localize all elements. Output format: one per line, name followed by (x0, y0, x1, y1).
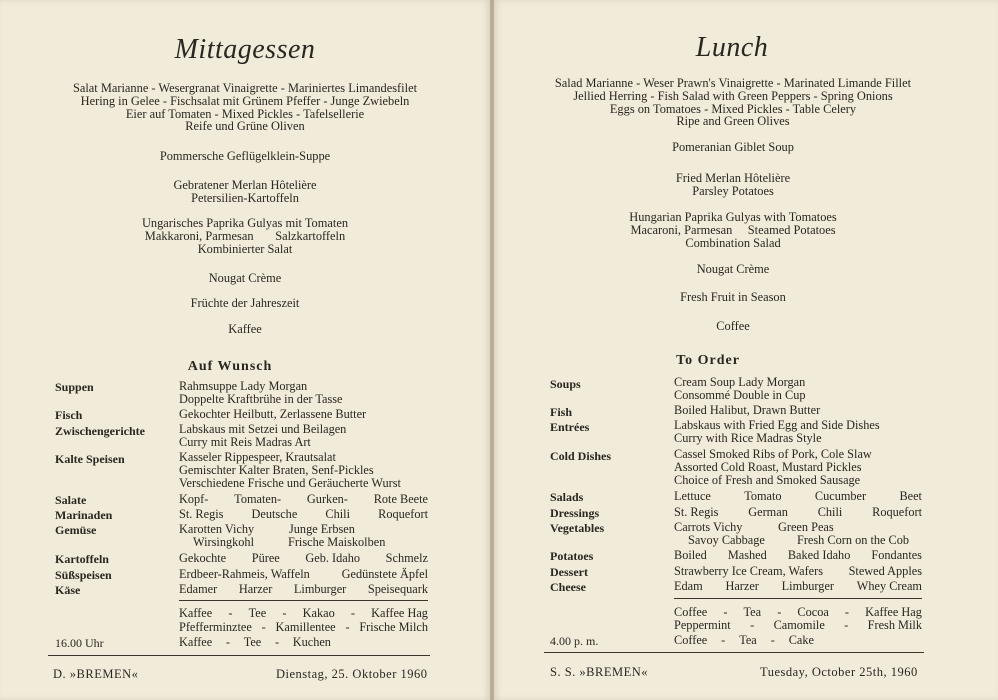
category-items (674, 419, 880, 445)
footer-rule (544, 652, 924, 653)
main-line: Hungarian Paprika Gulyas with Tomatoes (629, 210, 837, 224)
menu-item: Chili (325, 507, 351, 521)
tea-item: Tea (739, 633, 757, 647)
fish-course (494, 172, 985, 198)
starter-line: Eier auf Tomaten - Mixed Pickles - Tafelsellerie (125, 106, 365, 121)
page-title: Mittagessen (174, 34, 316, 65)
menu-item: Karotten Vichy (179, 522, 255, 536)
menu-page-german (0, 0, 490, 700)
menu-item: Consommé Double in Cup (674, 387, 806, 402)
fish-line: Gebratener Merlan Hôtelière (173, 178, 317, 192)
main-line: Kombinierter Salat (197, 241, 293, 256)
ship-name: S. S. »BREMEN« (550, 665, 648, 679)
menu-item: Limburger (781, 579, 835, 593)
drinks-row (179, 607, 428, 620)
drink-item: Peppermint (674, 618, 731, 632)
main-line: Combination Salad (685, 235, 781, 250)
drink-item: Fresh Milk (867, 618, 922, 632)
main-course (0, 217, 490, 255)
menu-item: Fresh Corn on the Cob (797, 533, 910, 547)
category-label: Käse (55, 583, 81, 597)
category-label: Gemüse (55, 523, 97, 537)
menu-item: Schmelz (385, 551, 428, 565)
category-label: Süßspeisen (55, 568, 112, 582)
menu-item: Lettuce (674, 489, 711, 503)
fruit-course: Früchte der Jahreszeit (190, 296, 300, 310)
main-line: Ungarisches Paprika Gulyas mit Tomaten (141, 216, 349, 230)
category-label: Marinaden (55, 508, 113, 522)
menu-item: Whey Cream (856, 579, 922, 593)
category-label: Kartoffeln (55, 552, 109, 566)
menu-item: Gurken- (306, 492, 348, 506)
fish-course (0, 179, 490, 205)
menu-item: St. Regis (674, 505, 719, 519)
menu-item: Carrots Vichy (674, 520, 743, 534)
menu-item: Curry mit Reis Madras Art (179, 434, 311, 449)
fish-line: Parsley Potatoes (692, 183, 774, 198)
category-label: Fisch (55, 408, 83, 422)
separator: - (721, 633, 726, 647)
menu-item: Kasseler Rippespeer, Krautsalat (179, 450, 336, 464)
drink-item: Kakao (302, 606, 335, 620)
menu-item: German (748, 505, 788, 519)
separator: - (345, 620, 350, 634)
menu-item: Rote Beete (373, 492, 428, 506)
category-label: Cold Dishes (550, 449, 612, 463)
separator: - (350, 606, 356, 620)
menu-item: Strawberry Ice Cream, Wafers (674, 564, 824, 578)
tea-item: Tee (243, 635, 262, 649)
separator: - (777, 605, 782, 619)
divider (674, 598, 922, 599)
menu-item: Harzer (725, 579, 759, 593)
fish-line: Petersilien-Kartoffeln (191, 190, 299, 205)
menu-item: Cream Soup Lady Morgan (674, 375, 806, 389)
category-label: Potatoes (550, 549, 594, 563)
starter-line: Ripe and Green Olives (676, 114, 790, 129)
separator: - (844, 605, 850, 619)
drinks-row (179, 621, 428, 634)
category-label: Suppen (55, 380, 94, 394)
menu-item: Tomaten- (234, 492, 282, 506)
drink-item: Camomile (773, 618, 825, 632)
category-items (179, 423, 346, 449)
menu-item: Speisequark (367, 582, 428, 596)
menu-item: Junge Erbsen (289, 522, 355, 536)
menu-item: Labskaus mit Setzei und Beilagen (179, 422, 347, 436)
category-items (179, 451, 401, 489)
category-label: Dessert (550, 565, 588, 579)
tea-time: 4.00 p. m. (550, 634, 599, 648)
menu-item: Curry with Rice Madras Style (674, 430, 822, 445)
category-items (179, 583, 428, 596)
separator: - (844, 618, 849, 632)
menu-item: Erdbeer-Rahmeis, Waffeln (179, 567, 310, 581)
soup-course: Pommersche Geflügelklein-Suppe (159, 149, 331, 163)
main-course (494, 211, 985, 249)
menu-item: Verschiedene Frische und Geräucherte Wurst (179, 475, 401, 490)
menu-item: Gedünstete Äpfel (341, 567, 428, 581)
menu-item: Chili (817, 505, 843, 519)
footer-rule (48, 655, 430, 656)
menu-item: Edam (674, 579, 703, 593)
separator: - (228, 606, 233, 620)
tea-item: Cake (788, 633, 814, 647)
menu-item: Savoy Cabbage (688, 533, 765, 547)
menu-item: Wirsingkohl (193, 535, 254, 549)
starters-block (0, 82, 490, 133)
menu-item: Green Peas (778, 520, 834, 534)
menu-item: Labskaus with Fried Egg and Side Dishes (674, 418, 880, 432)
starter-line: Salad Marianne - Weser Prawn's Vinaigrette - Marinated Limande Fillet (554, 76, 912, 90)
tea-time: 16.00 Uhr (55, 636, 104, 650)
category-items (674, 549, 922, 562)
menu-item: Assorted Cold Roast, Mustard Pickles (674, 459, 862, 474)
dessert-course: Nougat Crème (208, 271, 282, 285)
order-heading: Auf Wunsch (187, 359, 273, 374)
drink-item: Kamillentee (275, 620, 336, 634)
menu-item: Püree (251, 551, 280, 565)
page-title: Lunch (695, 32, 769, 63)
separator: - (770, 633, 775, 647)
menu-item: Gekochte (179, 551, 227, 565)
category-items (674, 565, 922, 578)
drink-item: Kaffee Hag (371, 606, 428, 620)
main-potatoes: Steamed Potatoes (747, 222, 836, 237)
category-label: Vegetables (550, 521, 605, 535)
menu-item: Rahmsuppe Lady Morgan (179, 379, 308, 393)
menu-item: Harzer (238, 582, 273, 596)
dessert-course: Nougat Crème (696, 262, 770, 276)
category-label: Zwischengerichte (55, 424, 145, 438)
main-line (494, 224, 985, 237)
menu-item: Boiled (674, 548, 707, 562)
fish-line: Fried Merlan Hôtelière (675, 171, 791, 185)
ship-name: D. »BREMEN« (53, 667, 139, 681)
starters-block (494, 77, 985, 128)
menu-item: Edamer (179, 582, 218, 596)
menu-page-english (494, 0, 998, 700)
menu-item: Boiled Halibut, Drawn Butter (674, 403, 821, 417)
order-heading: To Order (676, 353, 740, 368)
menu-item: Baked Idaho (787, 548, 851, 562)
drink-item: Cocoa (797, 605, 829, 619)
category-label: Cheese (550, 580, 586, 594)
main-potatoes: Salzkartoffeln (275, 228, 346, 243)
menu-item: Roquefort (378, 507, 428, 521)
separator: - (274, 635, 280, 649)
main-pasta: Macaroni, Parmesan (630, 222, 733, 237)
separator: - (750, 618, 755, 632)
main-pasta: Makkaroni, Parmesan (144, 228, 254, 243)
menu-item: St. Regis (179, 507, 224, 521)
drinks-row (674, 619, 922, 632)
drink-item: Kaffee Hag (865, 605, 922, 619)
starter-line: Eggs on Tomatoes - Mixed Pickles - Table Celery (609, 101, 857, 116)
menu-item: Tomato (744, 489, 782, 503)
menu-item: Fondantes (871, 548, 922, 562)
separator: - (261, 620, 266, 634)
drink-item: Kaffee (179, 606, 213, 620)
tea-row (179, 636, 331, 649)
starter-line: Hering in Gelee - Fischsalat mit Grünem Pfeffer - Junge Zwiebeln (80, 93, 410, 108)
menu-date: Tuesday, October 25th, 1960 (760, 665, 918, 679)
menu-item: Choice of Fresh and Smoked Sausage (674, 472, 861, 487)
coffee-course: Coffee (716, 319, 750, 333)
menu-item: Cucumber (814, 489, 867, 503)
drink-item: Frische Milch (359, 620, 428, 634)
coffee-course: Kaffee (228, 322, 262, 336)
menu-item: Mashed (727, 548, 767, 562)
starter-line: Salat Marianne - Wesergranat Vinaigrette - Mariniertes Limandesfilet (72, 81, 418, 95)
menu-item: Roquefort (872, 505, 922, 519)
drink-item: Tee (248, 606, 267, 620)
menu-date: Dienstag, 25. Oktober 1960 (276, 667, 428, 681)
category-label: Dressings (550, 506, 600, 520)
separator: - (723, 605, 728, 619)
category-label: Entrées (550, 420, 590, 434)
main-line (0, 230, 490, 243)
category-items (179, 508, 428, 521)
category-label: Fish (550, 405, 573, 419)
drinks-row (674, 606, 922, 619)
category-items (674, 580, 922, 593)
menu-item: Gemischter Kalter Braten, Senf-Pickles (179, 462, 374, 477)
category-items (179, 568, 428, 581)
menu-item: Limburger (293, 582, 347, 596)
category-items (179, 493, 428, 506)
menu-item: Stewed Apples (848, 564, 922, 578)
drink-item: Pfefferminztee (179, 620, 252, 634)
menu-item: Beet (899, 489, 922, 503)
starter-line: Reife und Grüne Oliven (185, 119, 305, 134)
category-label: Salads (550, 490, 584, 504)
category-label: Kalte Speisen (55, 452, 125, 466)
separator: - (282, 606, 287, 620)
category-items (674, 490, 922, 503)
divider (179, 600, 428, 601)
soup-course: Pomeranian Giblet Soup (672, 140, 794, 154)
tea-item: Kuchen (292, 635, 331, 649)
menu-item: Gekochter Heilbutt, Zerlassene Butter (179, 407, 367, 421)
menu-item: Geb. Idaho (305, 551, 361, 565)
menu-item: Doppelte Kraftbrühe in der Tasse (179, 391, 343, 406)
menu-item: Kopf- (179, 492, 209, 506)
category-items (674, 376, 806, 402)
category-items (674, 448, 872, 486)
starter-line: Jellied Herring - Fish Salad with Green Peppers - Spring Onions (573, 88, 893, 103)
drink-item: Tea (743, 605, 762, 619)
category-items (674, 506, 922, 519)
category-label: Soups (550, 377, 581, 391)
tea-item: Kaffee (179, 635, 213, 649)
fruit-course: Fresh Fruit in Season (680, 290, 786, 304)
tea-row (674, 634, 814, 647)
tea-item: Coffee (674, 633, 708, 647)
drink-item: Coffee (674, 605, 708, 619)
separator: - (225, 635, 231, 649)
menu-item: Cassel Smoked Ribs of Pork, Cole Slaw (674, 447, 872, 461)
category-items (179, 552, 428, 565)
category-items (179, 380, 343, 406)
menu-item: Frische Maiskolben (288, 535, 386, 549)
category-label: Salate (55, 493, 87, 507)
menu-item: Deutsche (251, 507, 298, 521)
